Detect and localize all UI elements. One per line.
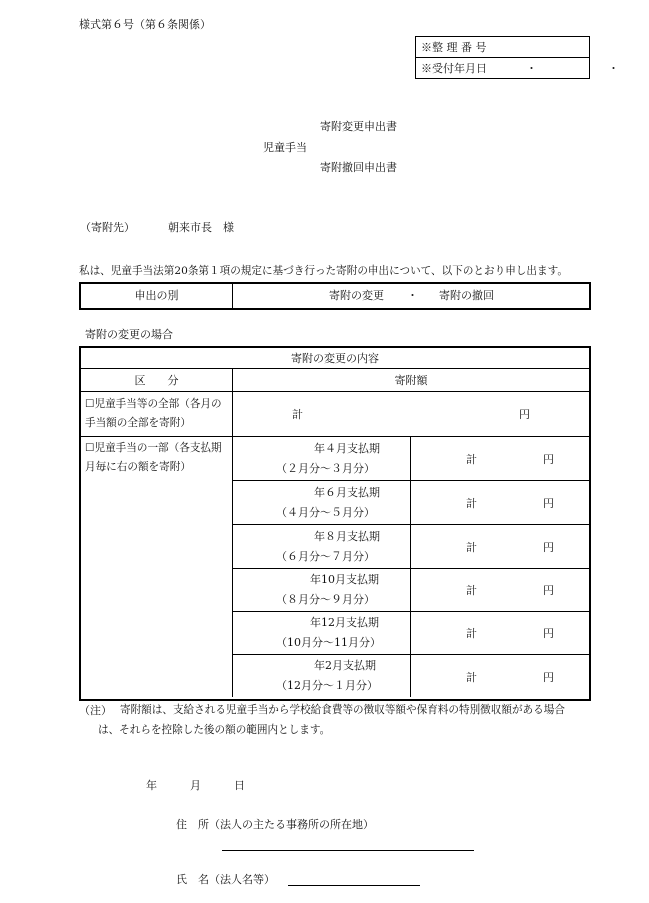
note-label: （注） (79, 704, 112, 717)
option-choices (233, 284, 589, 308)
table-line (233, 568, 589, 569)
table-title: 寄附の変更の内容 (291, 352, 379, 365)
period-yen-label: 円 (543, 671, 554, 684)
period-total-label: 計 (466, 584, 477, 597)
all-option-line1[interactable]: ☐児童手当等の全部（各月の (85, 398, 222, 410)
table-line (81, 368, 589, 369)
form-number: 様式第６号（第６条関係） (79, 18, 211, 31)
note-line2: は、それらを控除した後の額の範囲内とします。 (98, 724, 331, 736)
period-range: （２月分～３月分） (276, 462, 375, 475)
option-change[interactable]: 寄附の変更 (329, 289, 384, 302)
table-line (81, 391, 589, 392)
all-option-line2: 手当額の全部を寄附） (85, 417, 191, 429)
period-yen-label: 円 (543, 453, 554, 466)
period-range: （８月分～９月分） (276, 593, 375, 606)
period-total-label: 計 (466, 453, 477, 466)
date-year: 年 (146, 779, 157, 792)
receipt-number-label: ※整 理 番 号 (421, 41, 487, 54)
address-label: 住 所（法人の主たる事務所の所在地） (176, 818, 374, 831)
period-name: 年2月支払期 (314, 659, 376, 672)
option-label: 申出の別 (81, 284, 233, 308)
name-line[interactable] (288, 885, 420, 886)
table-line (233, 524, 589, 525)
period-total-label: 計 (466, 627, 477, 640)
period-range: （10月分～11月分） (276, 636, 381, 649)
all-yen-label: 円 (519, 408, 530, 421)
period-name: 年４月支払期 (314, 442, 380, 455)
period-total-label: 計 (466, 671, 477, 684)
recipient-name: 朝来市長 様 (168, 221, 234, 234)
title-withdraw: 寄附撤回申出書 (320, 161, 397, 174)
period-name: 年10月支払期 (310, 573, 379, 586)
title-child-allowance: 児童手当 (263, 141, 307, 154)
option-separator: ・ (407, 289, 418, 302)
period-yen-label: 円 (543, 497, 554, 510)
section-title: 寄附の変更の場合 (85, 328, 173, 341)
note-line1: 寄附額は、支給される児童手当から学校給食費等の徴収等額や保育料の特別徴収額がある場合 (120, 704, 565, 716)
period-yen-label: 円 (543, 541, 554, 554)
receipt-date-dots: ・ ・ (526, 62, 649, 75)
period-name: 年８月支払期 (314, 530, 380, 543)
header-category: 区 分 (134, 374, 179, 387)
table-line (232, 368, 233, 697)
receipt-number-row (416, 37, 589, 58)
period-total-label: 計 (466, 541, 477, 554)
period-range: （12月分～１月分） (276, 679, 378, 692)
period-name: 年６月支払期 (314, 486, 380, 499)
date-month: 月 (190, 779, 201, 792)
table-line (233, 654, 589, 655)
period-yen-label: 円 (543, 627, 554, 640)
all-total-label: 計 (292, 408, 303, 421)
receipt-box (415, 36, 649, 79)
statement: 私は、児童手当法第20条第１項の規定に基づき行った寄附の申出について、以下のとおり申し出ます。 (79, 265, 568, 277)
period-total-label: 計 (466, 497, 477, 510)
partial-option-line2: 月毎に右の額を寄附） (85, 461, 191, 473)
change-table (79, 346, 591, 701)
receipt-date-row (416, 58, 649, 78)
period-name: 年12月支払期 (310, 616, 379, 629)
option-withdraw[interactable]: 寄附の撤回 (439, 289, 494, 302)
period-range: （４月分～５月分） (276, 506, 375, 519)
name-label: 氏 名（法人名等） (176, 873, 275, 886)
period-yen-label: 円 (543, 584, 554, 597)
address-line[interactable] (222, 850, 474, 851)
option-row (79, 282, 591, 310)
receipt-date-label: ※受付年月日 (421, 62, 487, 75)
title-change: 寄附変更申出書 (320, 120, 397, 133)
table-line (233, 480, 589, 481)
table-line (81, 436, 589, 437)
period-range: （６月分～７月分） (276, 550, 375, 563)
table-line (233, 611, 589, 612)
table-line (410, 436, 411, 697)
date-day: 日 (234, 779, 245, 792)
recipient-label: （寄附先） (80, 221, 135, 234)
header-amount: 寄附額 (394, 374, 428, 387)
partial-option-line1[interactable]: ☐児童手当の一部（各支払期 (85, 442, 222, 454)
